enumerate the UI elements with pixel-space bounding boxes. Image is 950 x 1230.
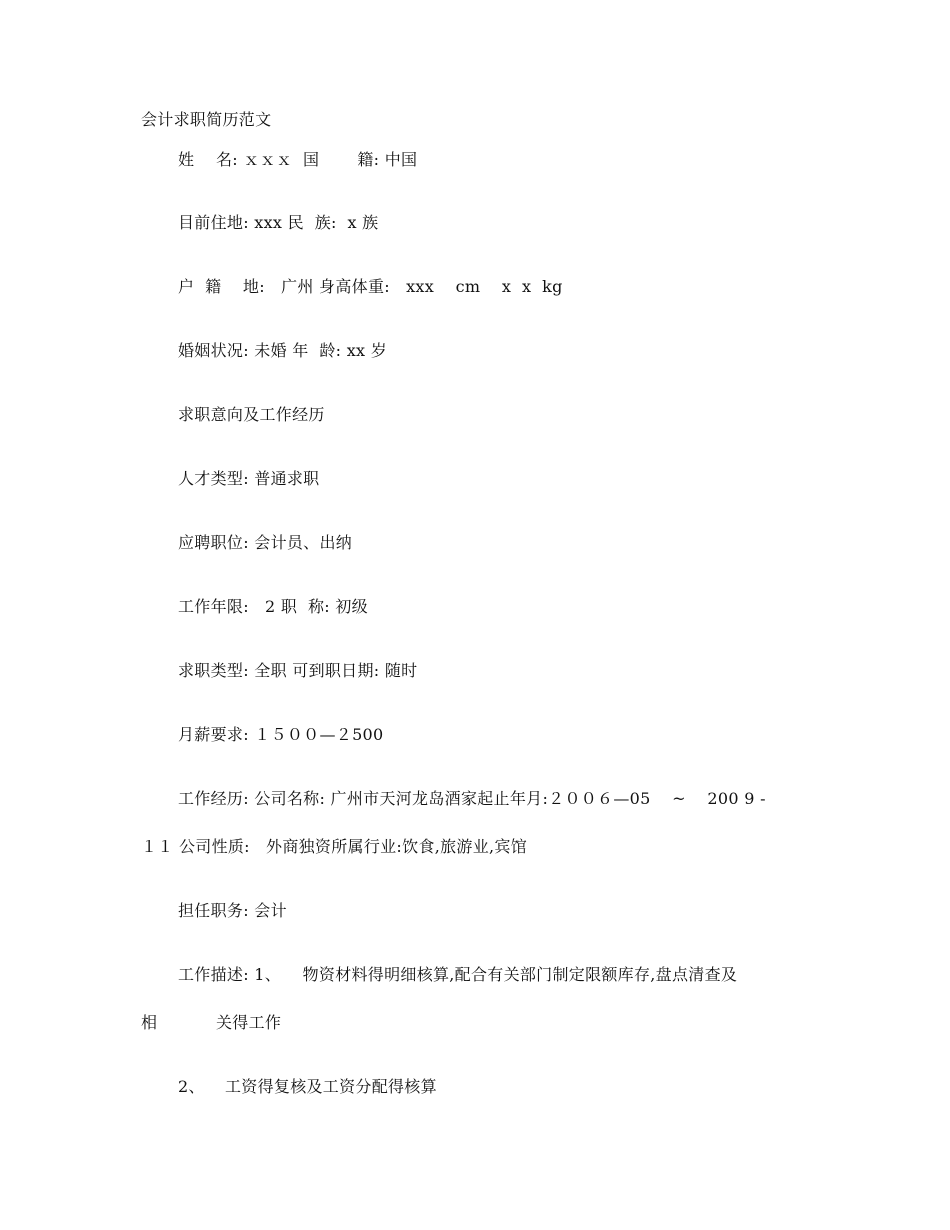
talent-type-line: 人才类型: 普通求职	[178, 469, 320, 488]
section-heading-intent: 求职意向及工作经历	[178, 405, 325, 424]
list-item-2: 工资得复核及工资分配得核算	[225, 1077, 437, 1096]
job-description-wrap-end: 关得工作	[216, 1013, 282, 1032]
work-history-line: 工作经历: 公司名称: 广州市天河龙岛酒家起止年月:２００６—05 ~ 200 9 -	[178, 789, 766, 808]
list-number-2: 2、	[178, 1077, 205, 1096]
job-title-line: 担任职务: 会计	[178, 901, 287, 920]
job-description-line: 工作描述: 1、 物资材料得明细核算,配合有关部门制定限额库存,盘点清查及	[178, 965, 738, 984]
name-nationality-line: 姓 名: ｘｘｘ 国 籍: 中国	[178, 150, 418, 169]
salary-line: 月薪要求: １５００—２500	[178, 725, 384, 744]
company-nature-line: １１ 公司性质: 外商独资所属行业:饮食,旅游业,宾馆	[141, 837, 527, 856]
job-type-line: 求职类型: 全职 可到职日期: 随时	[178, 661, 418, 680]
hukou-height-weight-line: 户 籍 地: 广州 身高体重: xxx cm x x kg	[178, 277, 563, 296]
document-title: 会计求职简历范文	[141, 110, 272, 129]
position-line: 应聘职位: 会计员、出纳	[178, 533, 353, 552]
marital-age-line: 婚姻状况: 未婚 年 龄: xx 岁	[178, 341, 388, 360]
years-title-line: 工作年限: 2 职 称: 初级	[178, 597, 368, 616]
residence-ethnicity-line: 目前住地: xxx 民 族: x 族	[178, 213, 379, 232]
job-description-wrap-start: 相	[141, 1013, 158, 1032]
